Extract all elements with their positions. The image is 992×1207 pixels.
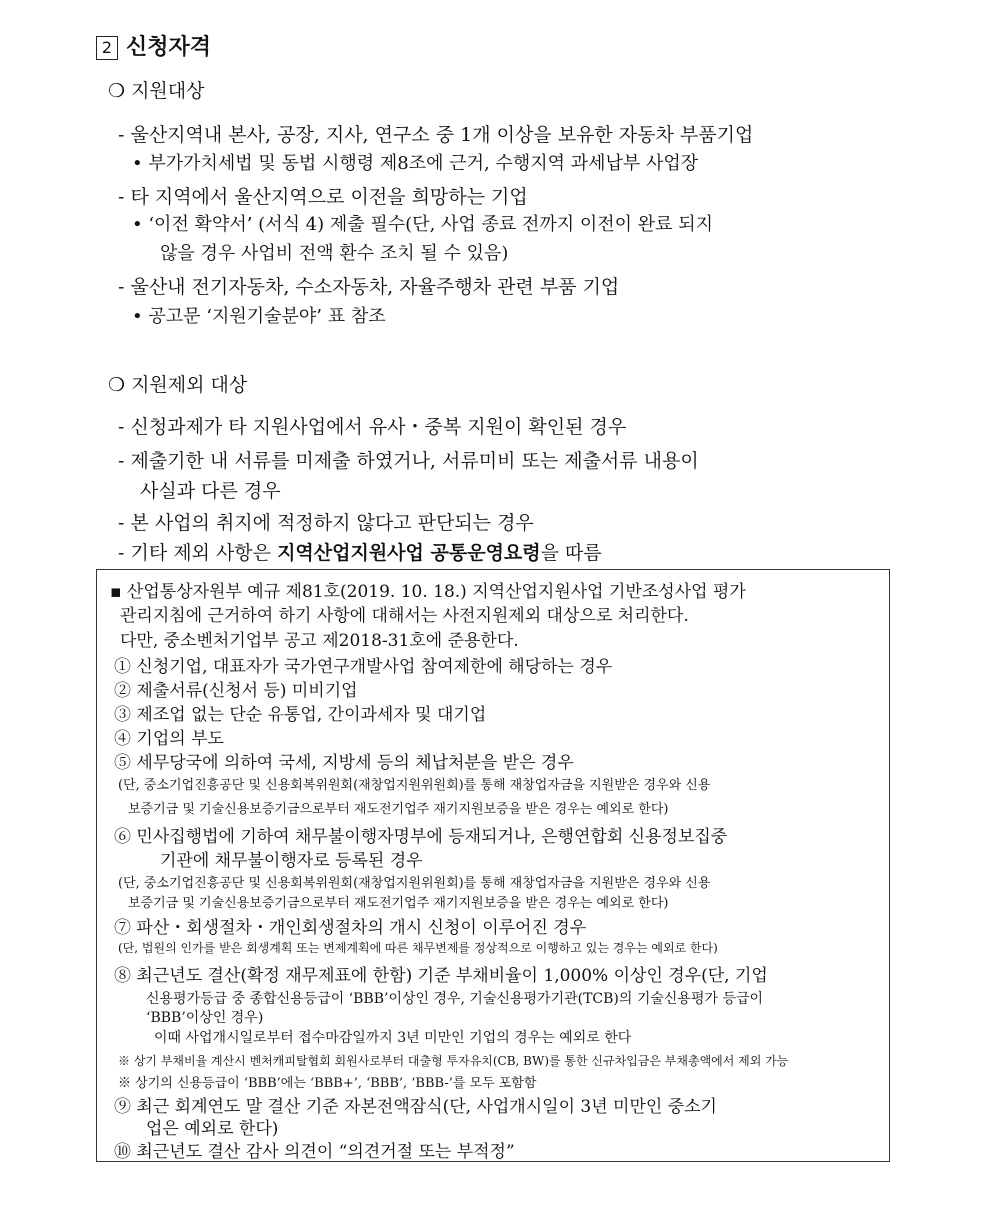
box-item-8: ⑧ 최근년도 결산(확정 재무제표에 한함) 기준 부채비율이 1,000% 이상인 경우(단, 기업 <box>114 966 768 986</box>
eligible-sub-3: • 공고문 ‘지원기술분야’ 표 참조 <box>132 306 386 327</box>
excluded-line-4-a: - 기타 제외 사항은 <box>118 542 278 564</box>
box-item-4: ④ 기업의 부도 <box>114 729 224 749</box>
box-item-3: ③ 제조업 없는 단순 유통업, 간이과세자 및 대기업 <box>114 705 487 725</box>
box-item-6-cont: 기관에 채무불이행자로 등록된 경우 <box>160 851 423 871</box>
box-item-7: ⑦ 파산・회생절차・개인회생절차의 개시 신청이 이루어진 경우 <box>114 918 587 938</box>
excluded-heading: ❍ 지원제외 대상 <box>108 374 248 396</box>
box-item-8-cont-2: ‘BBB’이상인 경우) <box>146 1010 264 1026</box>
box-note-1: ※ 상기 부채비율 계산시 벤처캐피탈협회 회원사로부터 대출형 투자유치(CB, BW)를 통한 신규차입금은 부채총액에서 제외 가능 <box>118 1054 789 1068</box>
box-item-1: ① 신청기업, 대표자가 국가연구개발사업 참여제한에 해당하는 경우 <box>114 657 613 677</box>
box-item-10: ⑩ 최근년도 결산 감사 의견이 “의견거절 또는 부적정” <box>114 1142 515 1162</box>
excluded-line-1: - 신청과제가 타 지원사업에서 유사・중복 지원이 확인된 경우 <box>118 416 627 438</box>
box-note-2: ※ 상기의 신용등급이 ‘BBB’에는 ‘BBB+’, ‘BBB’, ‘BBB-’를 모두 포함함 <box>118 1076 537 1091</box>
box-item-8-cont-1: 신용평가등급 중 종합신용등급이 ‘BBB’이상인 경우, 기술신용평가기관(TCB)의 기술신용평가 등급이 <box>146 991 764 1007</box>
excluded-line-4-bold: 지역산업지원사업 공통운영요령 <box>277 542 541 564</box>
eligible-line-3: - 울산내 전기자동차, 수소자동차, 자율주행차 관련 부품 기업 <box>118 276 620 298</box>
eligible-heading: ❍ 지원대상 <box>108 80 205 102</box>
excluded-line-4 <box>118 538 602 565</box>
eligible-sub-2-cont: 않을 경우 사업비 전액 환수 조치 될 수 있음) <box>160 243 509 264</box>
eligible-sub-2: • ‘이전 확약서’ (서식 4) 제출 필수(단, 사업 종료 전까지 이전이 완료 되지 <box>132 214 714 235</box>
excluded-line-2: - 제출기한 내 서류를 미제출 하였거나, 서류미비 또는 제출서류 내용이 <box>118 450 699 472</box>
eligible-sub-1: • 부가가치세법 및 동법 시행령 제8조에 근거, 수행지역 과세납부 사업장 <box>132 153 699 174</box>
box-intro-2: 관리지침에 근거하여 하기 사항에 대해서는 사전지원제외 대상으로 처리한다. <box>120 606 689 626</box>
box-item-2: ② 제출서류(신청서 등) 미비기업 <box>114 681 358 701</box>
section-title: 신청자격 <box>126 35 212 60</box>
section-heading <box>96 30 211 61</box>
box-item-7-note: (단, 법원의 인가를 받은 회생계획 또는 변제계획에 따른 채무변제를 정상적으로 이행하고 있는 경우는 예외로 한다) <box>118 941 718 955</box>
box-intro-3: 다만, 중소벤처기업부 공고 제2018-31호에 준용한다. <box>120 631 519 651</box>
eligible-line-1: - 울산지역내 본사, 공장, 지사, 연구소 중 1개 이상을 보유한 자동차 부품기업 <box>118 124 754 146</box>
box-intro-1: ▪ 산업통상자원부 예규 제81호(2019. 10. 18.) 지역산업지원사업 기반조성사업 평가 <box>110 582 746 602</box>
box-item-6-note-1: (단, 중소기업진흥공단 및 신용회복위원회(재창업지원위원회)를 통해 재창업자금을 지원받은 경우와 신용 <box>118 876 711 891</box>
box-item-8-cont-3: 이때 사업개시일로부터 접수마감일까지 3년 미만인 기업의 경우는 예외로 한다 <box>154 1030 632 1046</box>
box-item-6-note-2: 보증기금 및 기술신용보증기금으로부터 재도전기업주 재기지원보증을 받은 경우는 예외로 한다) <box>128 896 669 911</box>
box-item-9-cont: 업은 예외로 한다) <box>146 1119 279 1139</box>
section-number: 2 <box>96 36 118 60</box>
excluded-line-4-c: 을 따름 <box>540 542 602 564</box>
box-item-9: ⑨ 최근 회계연도 말 결산 기준 자본전액잠식(단, 사업개시일이 3년 미만인 중소기 <box>114 1097 717 1117</box>
excluded-line-2-cont: 사실과 다른 경우 <box>140 480 281 502</box>
box-item-6: ⑥ 민사집행법에 기하여 채무불이행자명부에 등재되거나, 은행연합회 신용정보집중 <box>114 827 728 847</box>
box-item-5-note-2: 보증기금 및 기술신용보증기금으로부터 재도전기업주 재기지원보증을 받은 경우는 예외로 한다) <box>128 802 669 817</box>
eligible-line-2: - 타 지역에서 울산지역으로 이전을 희망하는 기업 <box>118 186 528 208</box>
excluded-line-3: - 본 사업의 취지에 적정하지 않다고 판단되는 경우 <box>118 512 534 534</box>
box-item-5-note-1: (단, 중소기업진흥공단 및 신용회복위원회(재창업지원위원회)를 통해 재창업자금을 지원받은 경우와 신용 <box>118 778 711 793</box>
box-item-5: ⑤ 세무당국에 의하여 국세, 지방세 등의 체납처분을 받은 경우 <box>114 753 574 773</box>
